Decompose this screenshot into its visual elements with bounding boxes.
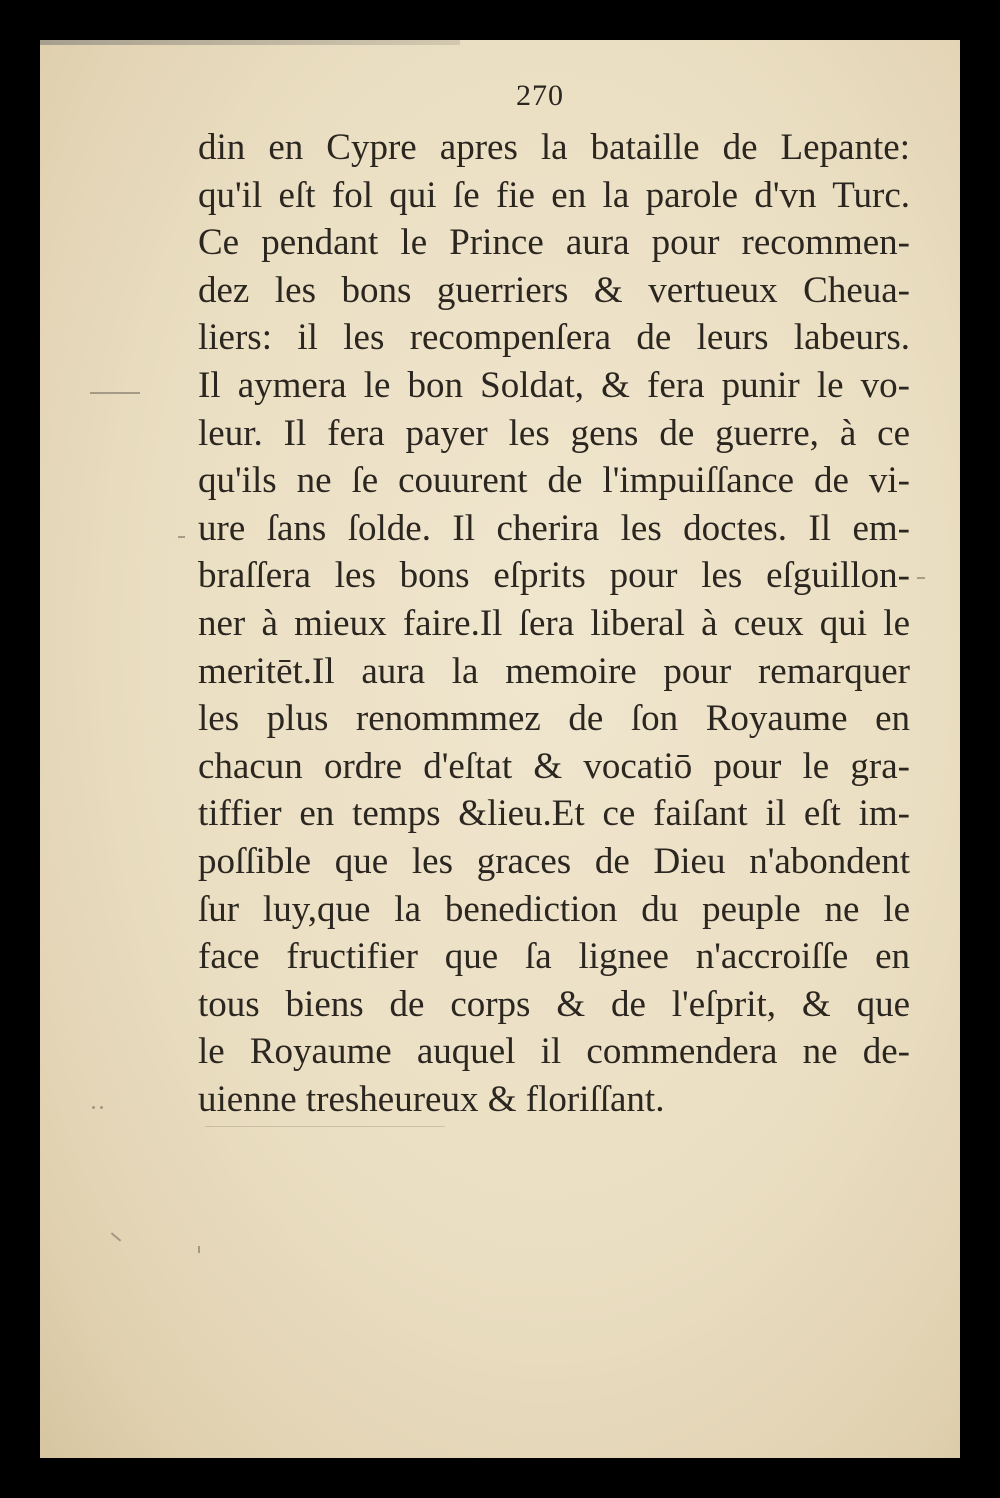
text-line: tiffier en temps &lieu.Et ce faiſant il eſt im- [198,793,910,835]
text-line: Il aymera le bon Soldat, & fera punir le vo- [198,364,910,406]
text-line: qu'ils ne ſe couurent de l'impuiſſance de vi- [198,460,910,502]
margin-mark [178,536,185,538]
text-line: poſſible que les graces de Dieu n'abondent [198,840,910,882]
text-line: braſſera les bons eſprits pour les eſguillon- [198,555,910,597]
margin-mark [90,392,140,394]
page-text [198,124,910,1123]
ink-trace [205,1126,445,1127]
text-line: chacun ordre d'eſtat & vocatiō pour le gra- [198,745,910,787]
text-line: meritēt.Il aura la memoire pour remarquer [198,650,910,692]
scan-edge-strip [40,40,460,45]
margin-mark [198,1246,200,1253]
text-line: face fructifier que ſa lignee n'accroiſſe en [198,936,910,978]
margin-mark [917,577,925,579]
text-line: ure ſans ſolde. Il cherira les doctes. Il em- [198,507,910,549]
text-line: Ce pendant le Prince aura pour recommen- [198,222,910,264]
text-line: ſur luy,que la benediction du peuple ne le [198,888,910,930]
text-line: dez les bons guerriers & vertueux Cheua- [198,269,910,311]
text-line: qu'il eſt fol qui ſe fie en la parole d'vn Turc. [198,174,910,216]
text-line: ner à mieux faire.Il ſera liberal à ceux qui le [198,602,910,644]
margin-dot [92,1106,95,1109]
text-line: tous biens de corps & de l'eſprit, & que [198,983,910,1025]
text-line: leur. Il fera payer les gens de guerre, à ce [198,412,910,454]
margin-mark [111,1232,121,1241]
book-page [40,40,960,1458]
page-number: 270 [516,79,564,112]
text-line: le Royaume auquel il commendera ne de- [198,1031,910,1073]
margin-dot [100,1106,103,1109]
text-line-last: uienne tresheureux & floriſſant. [198,1078,665,1120]
text-line: les plus renommmez de ſon Royaume en [198,698,910,740]
text-line: liers: il les recompenſera de leurs labeurs. [198,317,910,359]
text-line: din en Cypre apres la bataille de Lepante: [198,127,910,168]
